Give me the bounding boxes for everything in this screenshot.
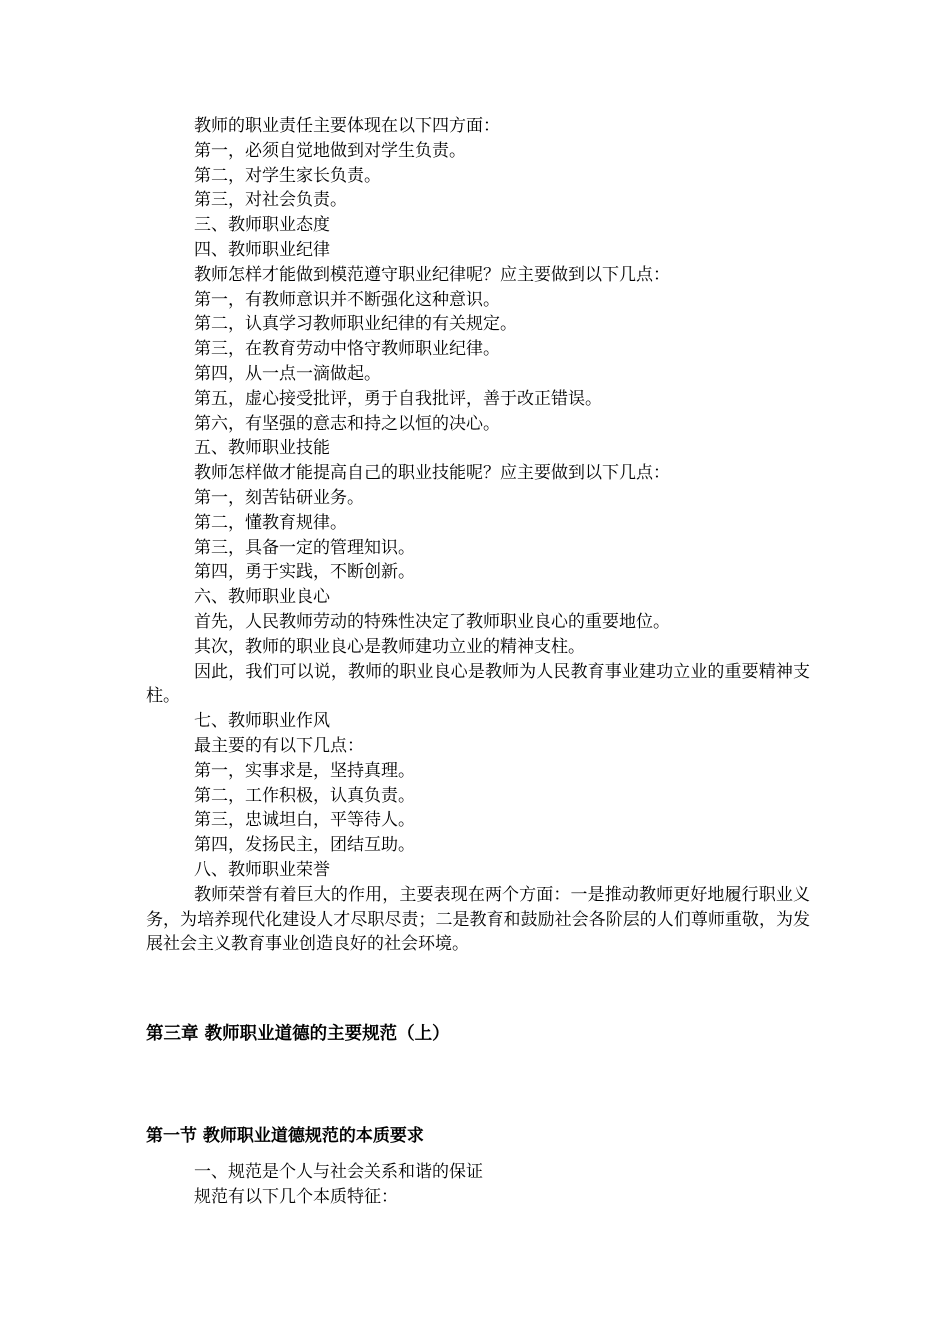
- paragraph: 教师怎样做才能提高自己的职业技能呢？应主要做到以下几点：: [194, 463, 670, 484]
- paragraph: 第四，发扬民主，团结互助。: [194, 835, 415, 856]
- paragraph: 第三，对社会负责。: [194, 190, 347, 211]
- paragraph: 第六，有坚强的意志和持之以恒的决心。: [194, 413, 500, 434]
- paragraph: 第二，认真学习教师职业纪律的有关规定。: [194, 314, 517, 335]
- paragraph: 第一，刻苦钻研业务。: [194, 487, 364, 508]
- paragraph: 最主要的有以下几点：: [194, 735, 364, 756]
- paragraph: 因此，我们可以说，教师的职业良心是教师为人民教育事业建功立业的重要精神支柱。: [146, 661, 810, 707]
- chapter-title: 第三章 教师职业道德的主要规范（上）: [146, 1024, 450, 1044]
- subsection-heading: 四、教师职业纪律: [194, 239, 330, 260]
- paragraph: 第五，虚心接受批评，勇于自我批评，善于改正错误。: [194, 388, 602, 409]
- paragraph: 第二，对学生家长负责。: [194, 165, 381, 186]
- subsection-heading: 三、教师职业态度: [194, 215, 330, 236]
- paragraph: 第二，工作积极，认真负责。: [194, 785, 415, 806]
- subsection-heading: 七、教师职业作风: [194, 711, 330, 732]
- subsection-heading: 八、教师职业荣誉: [194, 859, 330, 880]
- paragraph: 规范有以下几个本质特征：: [194, 1186, 398, 1207]
- paragraph: 第二，懂教育规律。: [194, 512, 347, 533]
- subsection-heading: 六、教师职业良心: [194, 587, 330, 608]
- paragraph: 教师的职业责任主要体现在以下四方面：: [194, 116, 500, 136]
- paragraph: 其次，教师的职业良心是教师建功立业的精神支柱。: [194, 636, 585, 657]
- body-text: [146, 114, 810, 957]
- subsection-heading: 一、规范是个人与社会关系和谐的保证: [194, 1162, 483, 1182]
- paragraph: 第一，必须自觉地做到对学生负责。: [194, 140, 466, 161]
- paragraph: 第一，有教师意识并不断强化这种意识。: [194, 289, 500, 310]
- paragraph: 首先，人民教师劳动的特殊性决定了教师职业良心的重要地位。: [194, 611, 670, 632]
- paragraph: 第三，在教育劳动中恪守教师职业纪律。: [194, 339, 500, 360]
- subsection-heading: 五、教师职业技能: [194, 438, 330, 459]
- paragraph: 第三，具备一定的管理知识。: [194, 537, 415, 558]
- paragraph: 第一，实事求是，坚持真理。: [194, 760, 415, 781]
- section-body: [146, 1160, 810, 1210]
- paragraph: 教师怎样才能做到模范遵守职业纪律呢？应主要做到以下几点：: [194, 264, 670, 285]
- paragraph: 第三，忠诚坦白，平等待人。: [194, 810, 415, 831]
- section-title: 第一节 教师职业道德规范的本质要求: [146, 1126, 424, 1146]
- paragraph: 教师荣誉有着巨大的作用，主要表现在两个方面：一是推动教师更好地履行职业义务，为培养现代化建设人才尽职尽责；二是教育和鼓励社会各阶层的人们尊师重敬，为发展社会主义教育事业创造良好的社会环境。: [146, 884, 810, 955]
- paragraph: 第四，勇于实践，不断创新。: [194, 562, 415, 583]
- paragraph: 第四，从一点一滴做起。: [194, 363, 381, 384]
